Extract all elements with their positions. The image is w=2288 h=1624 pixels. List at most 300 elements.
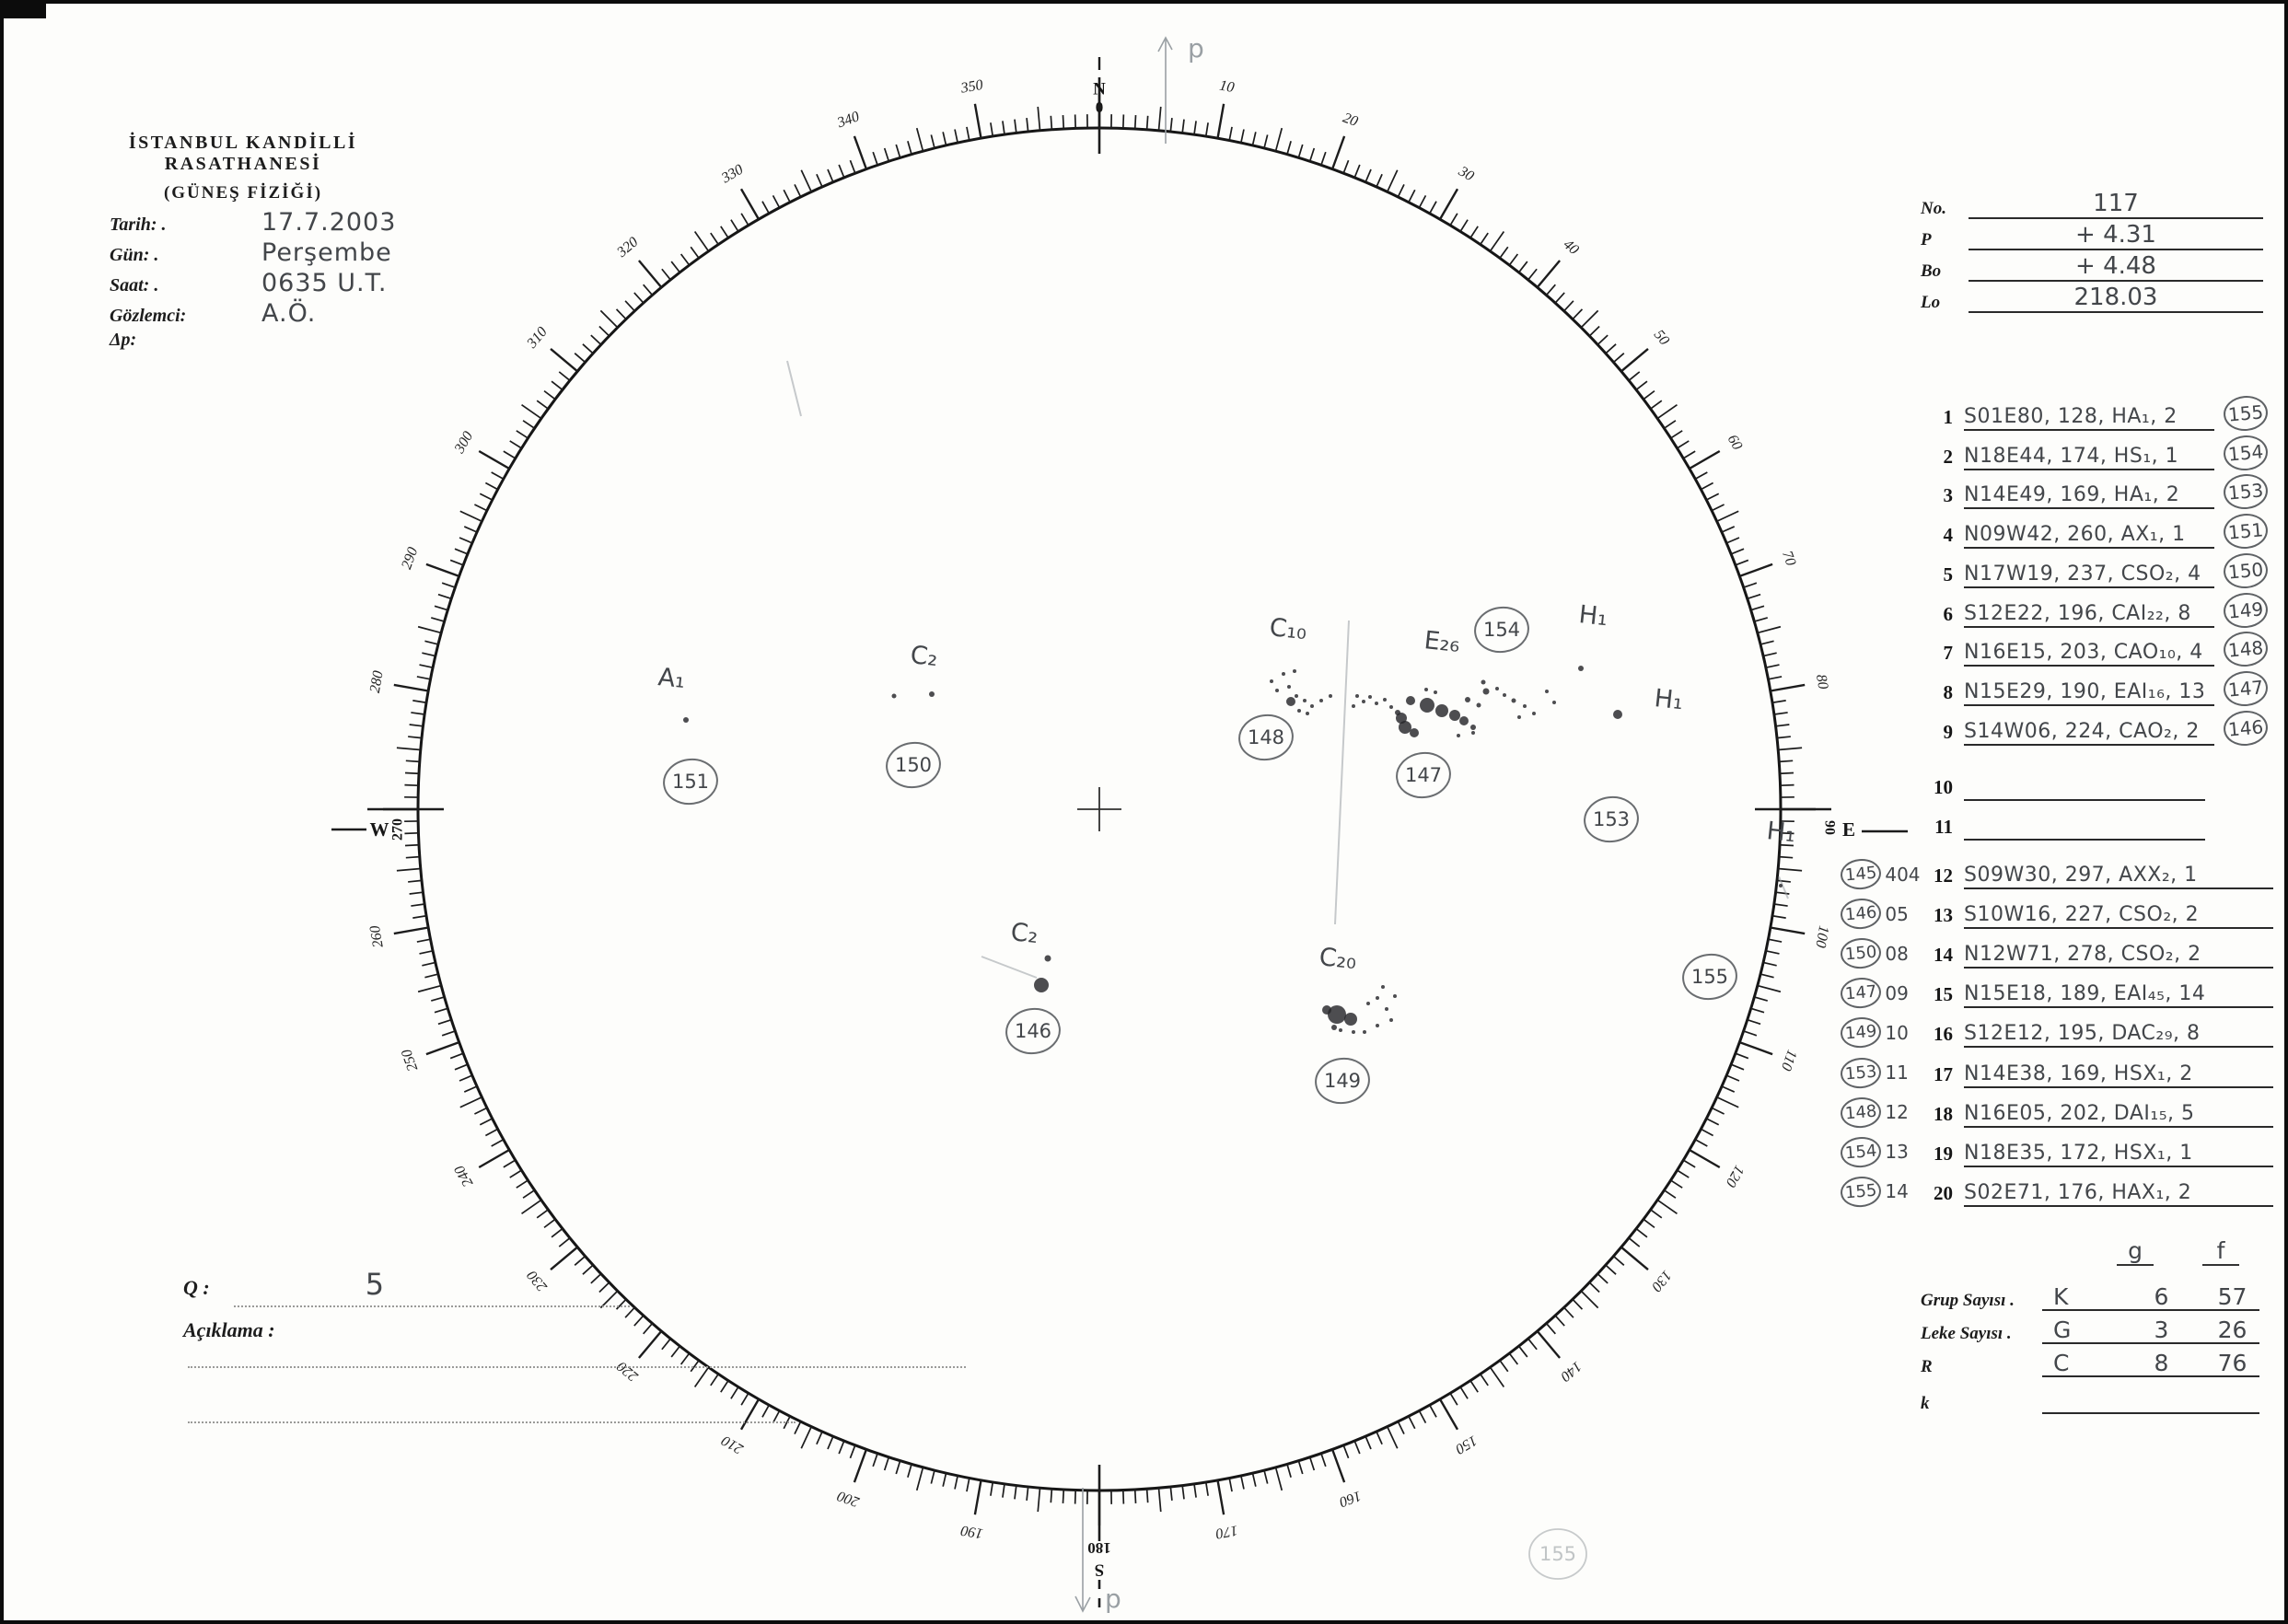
- degree-tick: [741, 1393, 749, 1405]
- observation-row: [1841, 394, 2273, 431]
- degree-tick: [1343, 1445, 1348, 1458]
- group-number-circle: 145: [1840, 857, 1883, 891]
- west-degree: 270: [389, 818, 406, 841]
- degree-tick: [1701, 1129, 1713, 1135]
- degree-tick: [1519, 1346, 1527, 1357]
- degree-tick: [639, 261, 661, 287]
- row-margin: [1841, 978, 1925, 1008]
- degree-label: 80: [1812, 673, 1831, 690]
- degree-tick: [1768, 939, 1782, 942]
- sunspot-dot: [1399, 721, 1411, 734]
- degree-tick: [480, 1119, 492, 1125]
- degree-tick: [1771, 927, 1805, 934]
- degree-tick: [552, 381, 563, 389]
- degree-tick: [1731, 549, 1744, 554]
- ephemeris-row: [1921, 282, 2263, 313]
- degree-tick: [1775, 725, 1789, 726]
- info-value: Perşembe: [261, 238, 392, 267]
- degree-tick: [1147, 116, 1148, 130]
- degree-tick: [1519, 261, 1527, 273]
- group-number-circle: 148: [1840, 1096, 1883, 1130]
- sunspot-dot: [1465, 697, 1470, 702]
- degree-tick: [967, 1478, 970, 1491]
- degree-tick: [435, 606, 447, 609]
- group-number-value: 148: [1247, 726, 1285, 748]
- degree-tick: [1683, 1160, 1695, 1167]
- degree-tick: [435, 1008, 447, 1012]
- degree-tick: [455, 1064, 468, 1070]
- degree-tick: [460, 1097, 482, 1108]
- degree-tick: [908, 1464, 912, 1477]
- summary-col-g: g: [2117, 1237, 2154, 1266]
- degree-tick: [1470, 226, 1478, 238]
- degree-tick: [625, 1307, 634, 1317]
- info-row: [110, 208, 496, 238]
- sunspot-group-label: H₁: [1577, 600, 1609, 632]
- sunspot-dot: [1368, 695, 1372, 699]
- degree-tick: [404, 833, 418, 834]
- degree-tick: [955, 129, 958, 143]
- degree-tick: [1229, 127, 1232, 141]
- degree-tick: [828, 1436, 833, 1449]
- degree-tick: [412, 916, 426, 918]
- notes-dotted-line: [188, 1421, 796, 1423]
- group-number-circle: 146: [2222, 709, 2269, 748]
- degree-tick: [839, 165, 844, 178]
- row-number: 5: [1943, 563, 1953, 586]
- sunspot-dot: [1287, 685, 1291, 689]
- degree-tick: [1706, 1119, 1718, 1125]
- row-number: 6: [1943, 602, 1953, 625]
- observation-row: [1841, 971, 2273, 1008]
- summary-spot-count: 26: [2217, 1317, 2247, 1343]
- row-entry: N15E18, 189, EAI₄₅, 14: [1964, 982, 2273, 1008]
- stray-number-value: 155: [1539, 1543, 1577, 1565]
- degree-tick: [397, 748, 421, 749]
- degree-label: 220: [614, 1358, 642, 1385]
- sunspot-dot: [683, 717, 689, 723]
- degree-tick: [1500, 1361, 1508, 1372]
- degree-tick: [406, 857, 420, 858]
- degree-tick: [1781, 785, 1794, 786]
- degree-tick: [1726, 1075, 1739, 1081]
- degree-tick: [537, 1210, 548, 1218]
- row-number: 20: [1934, 1181, 1953, 1204]
- observation-row: [1841, 853, 2273, 889]
- north-degree: 0: [1095, 98, 1104, 116]
- info-row: [110, 269, 496, 299]
- degree-tick: [975, 104, 981, 138]
- degree-tick: [1419, 1410, 1425, 1422]
- degree-tick: [404, 785, 418, 786]
- south-letter: S: [1094, 1560, 1105, 1580]
- degree-tick: [410, 725, 424, 726]
- row-margin: [1841, 1017, 1925, 1048]
- degree-tick: [1241, 1476, 1244, 1490]
- row-entry: S02E71, 176, HAX₁, 2: [1964, 1181, 2273, 1207]
- info-row: [110, 238, 496, 269]
- degree-tick: [1758, 627, 1781, 633]
- sunspot-dot: [1435, 704, 1448, 717]
- degree-tick: [1754, 997, 1767, 1001]
- sunspot-dot: [1381, 985, 1385, 989]
- row-number: 10: [1934, 776, 1953, 798]
- degree-tick: [662, 1339, 670, 1350]
- quality-label: Q :: [183, 1276, 210, 1299]
- row-number: 3: [1943, 484, 1953, 507]
- degree-tick: [762, 202, 769, 214]
- degree-tick: [1763, 962, 1777, 965]
- row-number: 13: [1934, 904, 1953, 927]
- sunspot-dot: [1270, 679, 1273, 683]
- group-number-value: 147: [1404, 764, 1443, 786]
- degree-tick: [552, 1229, 563, 1237]
- degree-tick: [681, 254, 690, 265]
- degree-tick: [681, 1353, 690, 1364]
- degree-tick: [1310, 148, 1315, 161]
- degree-tick: [1365, 169, 1371, 182]
- degree-tick: [1613, 1256, 1623, 1265]
- degree-tick: [455, 549, 468, 554]
- sunspot-dot: [892, 694, 897, 699]
- summary-label: k: [1921, 1394, 1930, 1413]
- row-number: 18: [1934, 1102, 1953, 1125]
- sunspot-dot: [1481, 680, 1486, 685]
- degree-tick: [896, 1461, 900, 1474]
- degree-tick: [1217, 104, 1224, 138]
- sunspot-dot: [1410, 728, 1419, 737]
- degree-tick: [828, 169, 833, 182]
- degree-tick: [1772, 916, 1786, 918]
- ephemeris-label: No.: [1921, 199, 1946, 218]
- degree-tick: [479, 1150, 509, 1167]
- degree-tick: [1170, 118, 1172, 132]
- degree-label: 50: [1650, 327, 1673, 349]
- degree-tick: [1760, 974, 1774, 978]
- group-number-value: 153: [1592, 808, 1631, 830]
- degree-tick: [671, 1346, 679, 1357]
- ephemeris-row: [1921, 188, 2263, 219]
- summary-line: [2042, 1351, 2259, 1377]
- degree-tick: [1003, 121, 1005, 134]
- degree-tick: [991, 122, 993, 136]
- degree-tick: [1754, 618, 1767, 621]
- degree-tick: [492, 1140, 504, 1146]
- degree-tick: [1354, 165, 1360, 178]
- degree-tick: [1158, 1488, 1160, 1512]
- degree-label: 170: [1214, 1522, 1239, 1542]
- degree-label: 300: [451, 428, 477, 457]
- summary-observer-code: C: [2053, 1350, 2070, 1376]
- degree-tick: [1264, 1470, 1268, 1484]
- degree-tick: [1252, 132, 1255, 145]
- degree-tick: [1651, 1210, 1662, 1218]
- group-number-value: 150: [894, 754, 933, 776]
- degree-label: 330: [718, 161, 747, 187]
- degree-tick: [1123, 1491, 1124, 1504]
- observation-row: [1841, 472, 2273, 509]
- degree-label: 60: [1724, 432, 1746, 453]
- row-number: 4: [1943, 524, 1953, 547]
- degree-tick: [1470, 1381, 1478, 1393]
- degree-tick: [917, 128, 923, 151]
- degree-tick: [1264, 134, 1268, 148]
- degree-tick: [575, 1256, 585, 1265]
- degree-tick: [583, 344, 593, 354]
- degree-tick: [695, 232, 709, 251]
- degree-tick: [1388, 170, 1398, 192]
- row-number: 15: [1934, 983, 1953, 1006]
- observation-row: [1841, 591, 2273, 628]
- sunspot-dot: [929, 691, 935, 697]
- sunspot-dot: [1319, 699, 1323, 702]
- info-row: [110, 299, 496, 330]
- sunspot-dot: [1383, 698, 1387, 702]
- sunspot-dot: [1503, 693, 1506, 697]
- sunspot-dot: [1339, 1028, 1342, 1032]
- quality-dotted-line: [234, 1305, 630, 1307]
- degree-label: 320: [614, 234, 642, 261]
- row-entry: N14E38, 169, HSX₁, 2: [1964, 1062, 2273, 1088]
- degree-tick: [1321, 1454, 1326, 1467]
- sunspot-dot: [1275, 689, 1279, 692]
- row-margin: [1841, 1058, 1925, 1088]
- row-entry: N14E49, 169, HA₁, 2: [1964, 483, 2214, 509]
- pencil-stroke: [981, 957, 1037, 978]
- degree-tick: [1555, 293, 1564, 303]
- degree-tick: [405, 845, 419, 846]
- degree-tick: [1717, 511, 1739, 521]
- degree-tick: [873, 152, 877, 165]
- degree-label: 160: [1337, 1487, 1364, 1510]
- observation-row: [1841, 932, 2273, 969]
- observation-row: [1841, 434, 2273, 470]
- degree-tick: [1643, 391, 1655, 400]
- noaa-region-number: 08: [1885, 942, 1909, 965]
- degree-tick: [741, 214, 749, 226]
- row-entry: N18E44, 174, HS₁, 1: [1964, 445, 2214, 470]
- sunspot-dot: [1471, 731, 1475, 735]
- degree-tick: [1731, 1064, 1744, 1070]
- degree-tick: [417, 939, 431, 942]
- info-label: Gün: .: [110, 245, 159, 265]
- sunspot-dot: [1420, 698, 1434, 713]
- degree-tick: [1722, 527, 1735, 532]
- degree-tick: [523, 1190, 534, 1198]
- degree-tick: [1038, 1488, 1039, 1512]
- degree-tick: [671, 261, 679, 273]
- row-entry: N18E35, 172, HSX₁, 1: [1964, 1142, 2273, 1167]
- degree-tick: [1490, 232, 1504, 251]
- degree-tick: [817, 174, 822, 187]
- degree-tick: [1440, 189, 1458, 219]
- degree-label: 230: [524, 1267, 551, 1294]
- group-number-value: 155: [1690, 966, 1729, 988]
- ephemeris-label: Lo: [1921, 293, 1941, 312]
- degree-tick: [1398, 184, 1404, 196]
- degree-tick: [908, 141, 912, 154]
- degree-tick: [975, 1480, 981, 1514]
- institute-header: [105, 133, 381, 203]
- degree-tick: [1758, 986, 1781, 992]
- row-number: 11: [1934, 816, 1953, 838]
- degree-label: 150: [1452, 1432, 1481, 1457]
- noaa-region-number: 09: [1885, 981, 1909, 1004]
- sunspot-dot: [1363, 1030, 1366, 1034]
- degree-tick: [517, 1180, 528, 1188]
- row-margin: [1841, 1177, 1925, 1207]
- degree-tick: [711, 1374, 718, 1385]
- degree-label: 100: [1812, 924, 1832, 949]
- degree-tick: [1310, 1457, 1315, 1470]
- sunspot-dot: [1329, 694, 1332, 698]
- observation-row: [1841, 709, 2273, 746]
- degree-tick: [417, 677, 431, 679]
- noaa-region-number: 13: [1885, 1141, 1909, 1164]
- info-label: Saat: .: [110, 275, 159, 296]
- degree-tick: [474, 505, 486, 511]
- info-row: [110, 330, 496, 360]
- row-entry: S10W16, 227, CSO₂, 2: [1964, 903, 2273, 929]
- degree-label: 290: [399, 545, 422, 572]
- degree-tick: [801, 1427, 811, 1449]
- degree-tick: [394, 685, 428, 691]
- noaa-region-number: 11: [1885, 1061, 1909, 1084]
- degree-tick: [599, 327, 610, 336]
- sunspot-dot: [1578, 666, 1584, 671]
- degree-tick: [1643, 1219, 1655, 1227]
- degree-tick: [431, 618, 444, 621]
- degree-tick: [485, 1129, 497, 1135]
- sunspot-dot: [1532, 712, 1536, 715]
- degree-tick: [854, 136, 866, 169]
- degree-tick: [1695, 472, 1707, 479]
- summary-col-f: f: [2202, 1237, 2239, 1266]
- sunspot-dot: [1389, 705, 1393, 709]
- degree-tick: [410, 892, 424, 894]
- degree-tick: [406, 760, 420, 761]
- row-entry: N15E29, 190, EAI₁₆, 13: [1964, 680, 2214, 706]
- degree-tick: [1621, 1247, 1648, 1270]
- degree-tick: [943, 132, 946, 145]
- pencil-stroke: [787, 361, 801, 416]
- degree-tick: [431, 997, 444, 1001]
- sunspot-dot: [1424, 688, 1428, 691]
- group-number-circle: 147: [2222, 669, 2269, 708]
- sunspot-dot: [1376, 1024, 1379, 1027]
- row-number: 9: [1943, 720, 1953, 743]
- degree-tick: [1748, 595, 1760, 599]
- row-entry: S12E22, 196, CAI₂₂, 8: [1964, 602, 2214, 628]
- degree-tick: [1751, 1008, 1764, 1012]
- sunspot-dot: [1286, 697, 1295, 706]
- sunspot-dot: [1393, 994, 1397, 998]
- info-label: Δp:: [110, 330, 137, 350]
- summary-line: [2042, 1317, 2259, 1344]
- ephemeris-value: + 4.48: [1969, 252, 2263, 282]
- degree-tick: [1717, 1097, 1739, 1108]
- degree-tick: [464, 1086, 477, 1092]
- degree-tick: [1629, 372, 1640, 380]
- degree-tick: [408, 737, 422, 738]
- group-number-circle: 153: [2222, 472, 2269, 511]
- summary-line: [2042, 1412, 2259, 1414]
- degree-tick: [522, 405, 541, 419]
- degree-tick: [795, 1421, 801, 1433]
- degree-tick: [1763, 653, 1777, 655]
- degree-tick: [1538, 1331, 1560, 1358]
- degree-tick: [1354, 1441, 1360, 1454]
- degree-tick: [850, 160, 854, 173]
- observation-row: [1841, 669, 2273, 706]
- degree-tick: [1657, 405, 1677, 419]
- degree-tick: [442, 1031, 455, 1036]
- degree-tick: [1744, 583, 1757, 587]
- group-number-circle: 146: [1840, 897, 1883, 931]
- degree-tick: [1606, 1265, 1616, 1274]
- degree-tick: [1015, 1485, 1016, 1499]
- degree-tick: [1252, 1473, 1255, 1487]
- sunspot-dot: [1457, 734, 1460, 737]
- degree-tick: [544, 1219, 555, 1227]
- degree-tick: [1217, 1480, 1224, 1514]
- group-number-value: 149: [1323, 1070, 1362, 1092]
- degree-tick: [1440, 1399, 1458, 1430]
- degree-tick: [600, 310, 617, 327]
- degree-tick: [731, 1387, 738, 1399]
- degree-tick: [419, 665, 433, 667]
- degree-tick: [1170, 1487, 1172, 1501]
- group-number-circle: 150: [2222, 551, 2269, 590]
- summary-row: [1921, 1313, 2259, 1344]
- degree-tick: [1589, 327, 1599, 336]
- observation-row: [1841, 1131, 2273, 1167]
- east-letter: E: [1841, 818, 1856, 841]
- row-number: 7: [1943, 642, 1953, 665]
- degree-label: 20: [1341, 110, 1360, 130]
- degree-tick: [411, 904, 424, 906]
- degree-tick: [522, 1200, 541, 1213]
- sunspot-dot: [1552, 701, 1556, 704]
- degree-tick: [418, 627, 441, 633]
- degree-tick: [1538, 261, 1560, 287]
- degree-tick: [1546, 284, 1555, 295]
- degree-tick: [1276, 128, 1283, 151]
- degree-tick: [418, 986, 441, 992]
- noaa-region-number: 404: [1885, 863, 1921, 886]
- info-value: A.Ö.: [261, 299, 317, 328]
- degree-tick: [731, 220, 738, 232]
- summary-label: Grup Sayısı .: [1921, 1291, 2015, 1310]
- row-margin: [1841, 859, 1925, 889]
- noaa-region-number: 05: [1885, 902, 1909, 925]
- group-number-circle: 149: [2222, 590, 2269, 629]
- sunspot-dot: [1366, 1002, 1370, 1005]
- degree-tick: [1332, 1449, 1344, 1482]
- sunspot-dot: [1613, 710, 1622, 719]
- row-number: 8: [1943, 680, 1953, 703]
- degree-tick: [1276, 1467, 1283, 1491]
- degree-tick: [442, 583, 455, 587]
- degree-tick: [422, 653, 436, 655]
- degree-tick: [1651, 400, 1662, 409]
- degree-tick: [762, 1405, 769, 1417]
- degree-tick: [1123, 114, 1124, 128]
- degree-tick: [1778, 748, 1802, 749]
- degree-tick: [885, 148, 889, 161]
- degree-tick: [1450, 1393, 1458, 1405]
- ephemeris-block: [1921, 188, 2263, 313]
